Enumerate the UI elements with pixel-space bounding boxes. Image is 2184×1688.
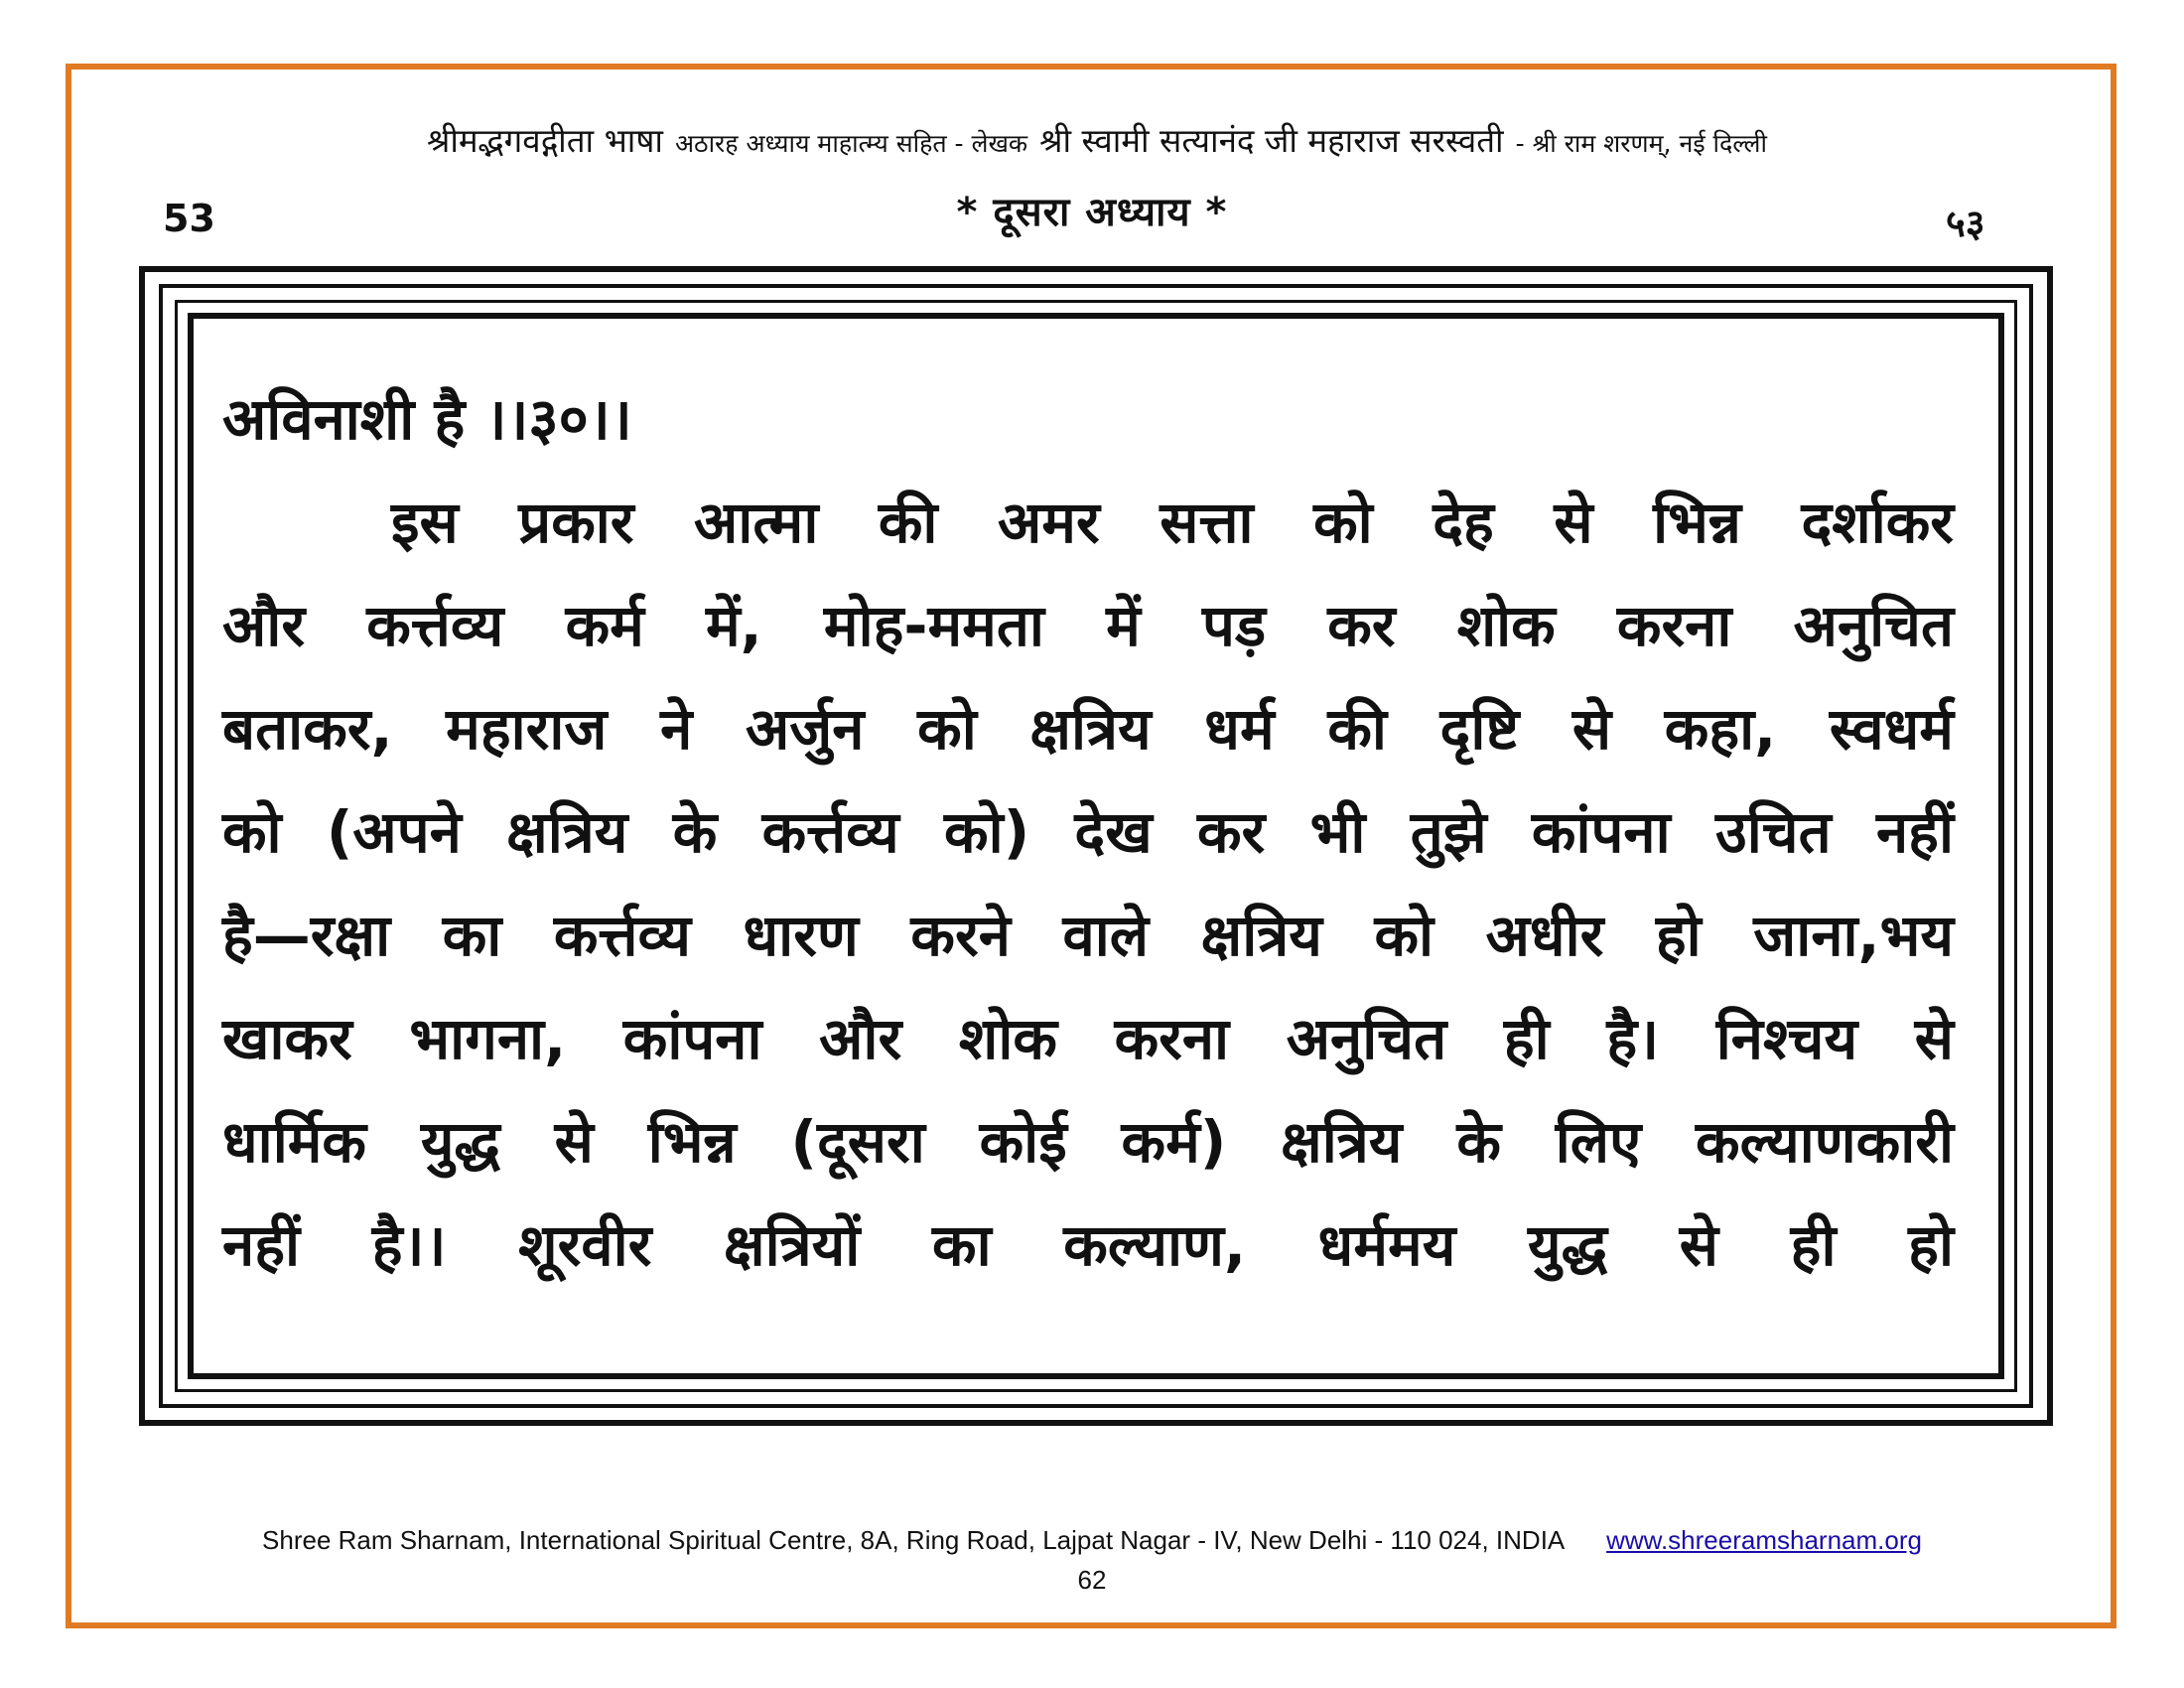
page-number-arabic: 53 — [163, 197, 215, 240]
website-link[interactable]: www.shreeramsharnam.org — [1606, 1525, 1922, 1555]
text-line: नहीं है।। शूरवीर क्षत्रियों का कल्याण, धर्ममय युद्ध से ही हो — [222, 1211, 1954, 1279]
header-subtitle: अठारह अध्याय माहात्म्य सहित - लेखक — [674, 129, 1028, 158]
header-publisher: - श्री राम शरणम्, नई दिल्ली — [1515, 129, 1767, 158]
header-author: श्री स्वामी सत्यानंद जी महाराज सरस्वती — [1039, 121, 1504, 160]
chapter-title: * दूसरा अध्याय * — [956, 190, 1228, 235]
text-line: धार्मिक युद्ध से भिन्न (दूसरा कोई कर्म) क्षत्रिय के लिए कल्याणकारी — [222, 1108, 1954, 1176]
text-line: बताकर, महाराज ने अर्जुन को क्षत्रिय धर्म की दृष्टि से कहा, स्वधर्म — [222, 695, 1954, 763]
footer — [0, 1525, 2184, 1556]
text-line: है—रक्षा का कर्त्तव्य धारण करने वाले क्षत्रिय को अधीर हो जाना,भय — [222, 902, 1954, 969]
text-line: अविनाशी है ।।३०।। — [222, 385, 632, 453]
text-line: खाकर भागना, कांपना और शोक करना अनुचित ही है। निश्चय से — [222, 1005, 1954, 1072]
scanned-text-body — [222, 367, 1954, 1297]
footer-page-number: 62 — [1077, 1565, 1107, 1595]
text-line: और कर्त्तव्य कर्म में, मोह-ममता में पड़ कर शोक करना अनुचित — [222, 592, 1954, 659]
document-header — [129, 117, 2065, 167]
page-number-devanagari: ५३ — [1946, 202, 1985, 245]
footer-address: Shree Ram Sharnam, International Spiritual Centre, 8A, Ring Road, Lajpat Nagar - IV, New Delhi - 110 024, INDIA — [262, 1525, 1564, 1555]
text-line: इस प्रकार आत्मा की अमर सत्ता को देह से भिन्न दर्शाकर — [391, 489, 1954, 556]
header-book-title: श्रीमद्भगवद्गीता भाषा — [426, 121, 663, 160]
text-line: को (अपने क्षत्रिय के कर्त्तव्य को) देख कर भी तुझे कांपना उचित नहीं — [222, 798, 1954, 866]
